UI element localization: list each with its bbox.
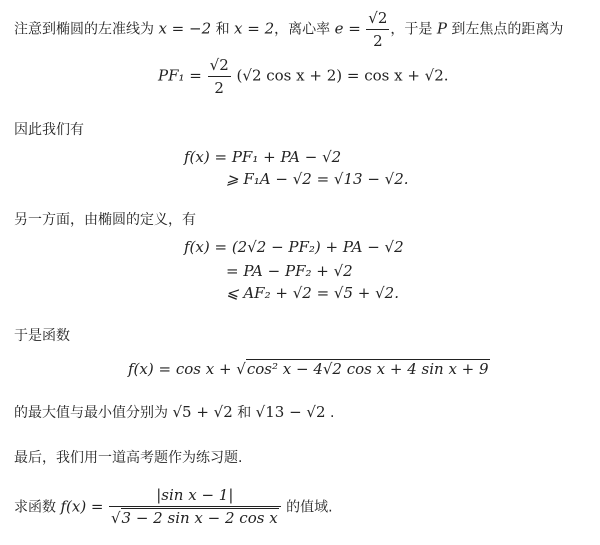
p7-radicand: 3 − 2 sin x − 2 cos x [121,509,278,527]
p1-text-c: ，离心率 [274,21,331,38]
p5-text-a: 的最大值与最小值分别为 [14,405,168,421]
paragraph-3: 另一方面，由椭圆的定义，有 [14,212,196,228]
p1-fraction [366,9,389,50]
paragraph-4: 于是函数 [14,328,70,344]
eq1-lhs: PF₁ = [158,66,202,85]
eq3-line-2: = PA − PF₂ + √2 [226,262,353,280]
p1-text-b: 和 [215,21,230,38]
p5-text-b: 和 [237,405,252,421]
eq2-line-1: f(x) = PF₁ + PA − √2 [184,148,342,166]
p7-text-b: 的值域. [286,499,333,516]
equation-4 [128,360,490,378]
p7-fraction [109,486,281,527]
p7-sqrt [111,509,279,527]
p1-fraction-num: √2 [366,9,389,30]
p1-math-c: e = [334,19,361,38]
p5-math-a: √5 + √2 [172,403,233,421]
paragraph-2: 因此我们有 [14,122,84,138]
eq4-radicand: cos² x − 4√2 cos x + 4 sin x + 9 [246,360,489,378]
p1-text-d: ，于是 [390,21,433,38]
eq1-fraction [208,56,231,97]
p5-math-b: √13 − √2 [255,403,326,421]
equation-1 [158,56,449,97]
p1-text-e: 到左焦点的距离为 [451,21,564,38]
eq1-rhs: (√2 cos x + 2) = cos x + √2. [236,66,449,85]
eq1-fraction-den: 2 [214,79,224,97]
p1-fraction-den: 2 [373,32,383,50]
eq4-lhs: f(x) = cos x + [128,360,232,378]
equation-2 [184,148,409,188]
p7-fraction-num: |sin x − 1| [109,486,281,507]
p5-text-c: . [329,405,335,421]
p7-math-lhs: f(x) = [60,497,104,516]
eq3-line-1: f(x) = (2√2 − PF₂) + PA − √2 [184,238,404,256]
eq1-fraction-num: √2 [208,56,231,77]
paragraph-6: 最后，我们用一道高考题作为练习题. [14,450,243,466]
p1-text-a: 注意到椭圆的左准线为 [14,21,154,38]
paragraph-1 [14,9,563,50]
p1-math-b: x = 2 [234,19,275,38]
radical-sign: √ [110,509,121,527]
eq4-sqrt [236,360,489,378]
eq3-line-3: ⩽ AF₂ + √2 = √5 + √2. [226,284,399,302]
eq2-line-2: ⩾ F₁A − √2 = √13 − √2. [226,170,409,188]
radical-sign: √ [236,360,246,378]
p1-math-a: x = −2 [158,19,212,38]
paragraph-7 [14,486,333,527]
p7-text-a: 求函数 [14,499,56,516]
equation-3 [184,238,404,302]
p1-math-p: P [436,19,447,38]
p7-fraction-den [109,507,281,527]
paragraph-5 [14,402,334,422]
